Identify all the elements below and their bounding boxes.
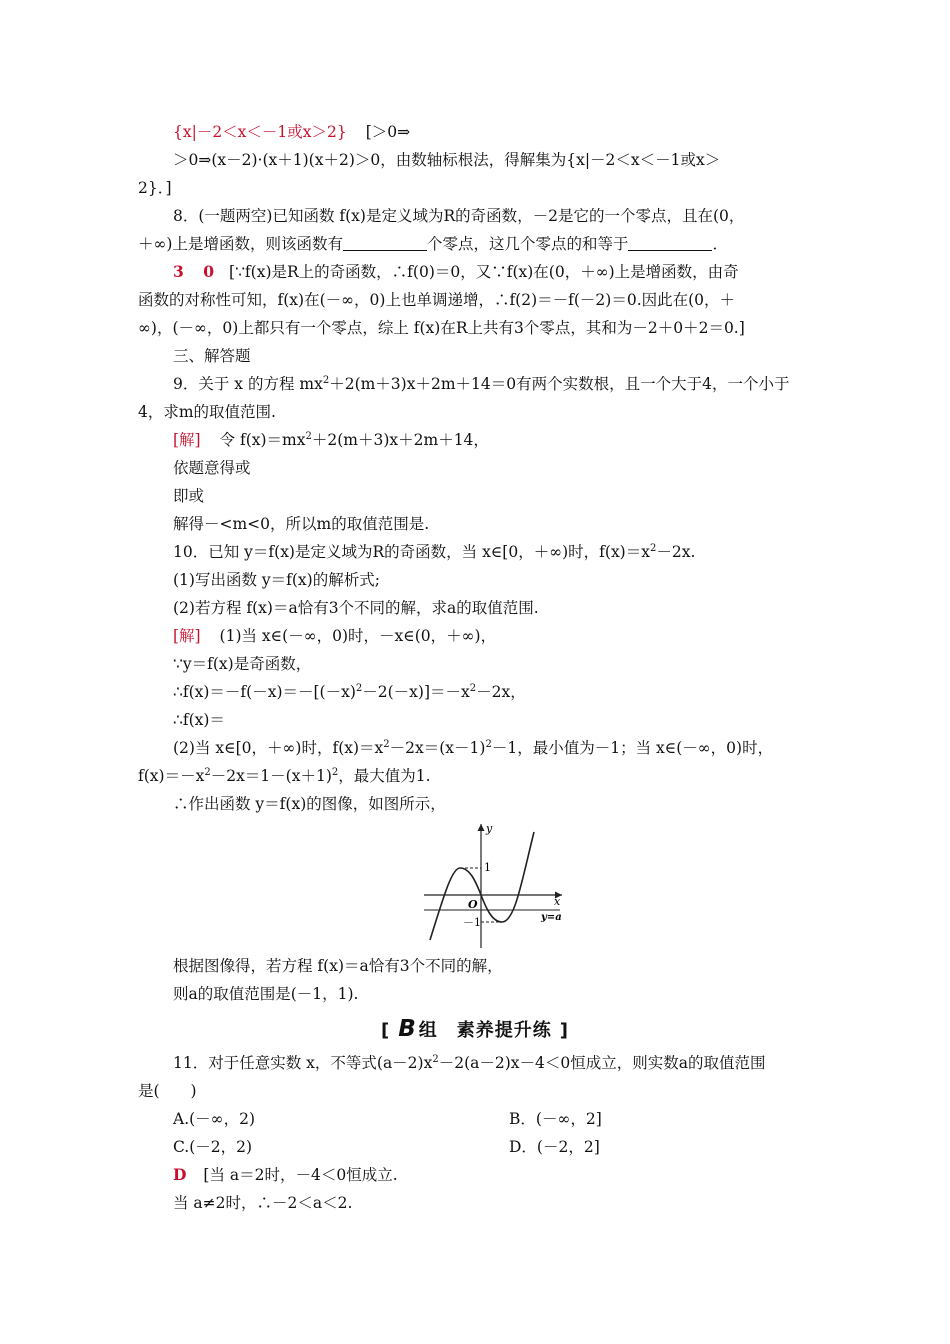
section-bracket-left: [ bbox=[381, 1020, 391, 1041]
q10-solution-line-3 bbox=[173, 681, 526, 703]
q11-stem-line-2: 是( ) bbox=[138, 1082, 197, 1100]
x-axis-label: x bbox=[554, 895, 561, 908]
part3-heading: 三、解答题 bbox=[173, 347, 251, 365]
q10-solution-5-sup-1: 2 bbox=[383, 739, 390, 750]
q10-solution-3b: －2(－x)]＝－x bbox=[362, 683, 470, 701]
q9-stem-superscript: 2 bbox=[322, 375, 330, 386]
function-graph bbox=[420, 820, 570, 950]
q10-stem-line-1 bbox=[173, 541, 695, 563]
q9-solution-text-b: ＋2(m＋3)x＋2m＋14， bbox=[311, 431, 489, 449]
q7-hint-start: [＞0⇒ bbox=[365, 123, 411, 141]
q10-part-2: (2)若方程 f(x)＝a恰有3个不同的解，求a的取值范围. bbox=[173, 599, 539, 617]
q10-solution-line-2: ∵y＝f(x)是奇函数， bbox=[173, 655, 312, 673]
q9-stem-line-2: 4，求m的取值范围. bbox=[138, 403, 276, 421]
q7-explanation-line-2: ＞0⇒(x－2)·(x＋1)(x＋2)＞0，由数轴标根法，得解集为{x|－2＜x＜－1或x＞ bbox=[173, 151, 721, 169]
q8-stem-part-b: 个零点，这几个零点的和等于 bbox=[426, 235, 629, 253]
q8-stem-part-a: ＋∞)上是增函数，则该函数有 bbox=[138, 235, 343, 253]
q9-solution-text-a: 令 f(x)＝mx bbox=[219, 431, 306, 449]
q9-solution-line-4: 解得－<m<0，所以m的取值范围是. bbox=[173, 515, 430, 533]
q8-stem-line-2 bbox=[138, 233, 728, 255]
q7-answer-line bbox=[173, 121, 410, 143]
q11-answer: D bbox=[173, 1165, 189, 1184]
q10-solution-line-7: ∴作出函数 y＝f(x)的图像，如图所示， bbox=[173, 795, 446, 813]
q8-explanation-text-1: [∵f(x)是R上的奇函数，∴f(0)＝0，又∵f(x)在(0，＋∞)上是增函数，由奇 bbox=[229, 263, 739, 281]
q10-solution-5a: (2)当 x∈[0，＋∞)时，f(x)＝x bbox=[173, 739, 384, 757]
q10-solution-6a: f(x)＝－x bbox=[138, 767, 205, 785]
q11-option-a: A.(－∞，2) bbox=[173, 1110, 255, 1128]
q11-explanation-text-1: [当 a＝2时，－4＜0恒成立. bbox=[203, 1166, 398, 1184]
q9-solution-line-2: 依题意得或 bbox=[173, 459, 251, 477]
q11-stem-part-b: －2(a－2)x－4＜0恒成立，则实数a的取值范围 bbox=[438, 1054, 766, 1072]
q10-solution-text-1: (1)当 x∈(－∞，0)时，－x∈(0，＋∞)， bbox=[219, 627, 497, 645]
q9-stem-part-b: ＋2(m＋3)x＋2m＋14＝0有两个实数根，且一个大于4，一个小于 bbox=[329, 375, 790, 393]
function-curve bbox=[430, 832, 534, 940]
q10-stem-part-a: 10．已知 y＝f(x)是定义域为R的奇函数，当 x∈[0，＋∞)时，f(x)＝x bbox=[173, 543, 650, 561]
q10-solution-5b: －2x＝(x－1) bbox=[389, 739, 486, 757]
q10-solution-3c: －2x， bbox=[476, 683, 526, 701]
q9-stem-part-a: 9．关于 x 的方程 mx bbox=[173, 375, 323, 393]
q8-blank-1 bbox=[343, 236, 427, 251]
section-b-letter: B bbox=[398, 1016, 417, 1042]
q11-stem-line-1 bbox=[173, 1052, 765, 1074]
q8-blank-2 bbox=[628, 236, 712, 251]
q10-part-1: (1)写出函数 y＝f(x)的解析式; bbox=[173, 571, 380, 589]
q10-solution-tag: [解] bbox=[173, 627, 201, 645]
q10-solution-line-8: 根据图像得，若方程 f(x)＝a恰有3个不同的解， bbox=[173, 957, 503, 975]
q8-stem-line-1: 8．(一题两空)已知函数 f(x)是定义域为R的奇函数，－2是它的一个零点，且在(0， bbox=[173, 207, 745, 225]
q10-solution-5c: －1，最小值为－1；当 x∈(－∞，0)时， bbox=[491, 739, 774, 757]
q7-answer-set: {x|－2＜x＜－1或x＞2} bbox=[173, 123, 347, 141]
q10-solution-line-5 bbox=[173, 737, 773, 759]
q10-solution-6-sup-1: 2 bbox=[204, 767, 211, 778]
q10-solution-6b: －2x＝1－(x＋1) bbox=[210, 767, 332, 785]
q10-stem-superscript: 2 bbox=[649, 543, 657, 554]
q10-solution-3-sup-2: 2 bbox=[469, 683, 477, 694]
q10-solution-6c: ，最大值为1. bbox=[338, 767, 431, 785]
q9-solution-superscript: 2 bbox=[305, 431, 312, 442]
q9-solution-line-3: 即或 bbox=[173, 487, 205, 505]
origin-label: O bbox=[468, 898, 478, 911]
q7-explanation-line-3: 2}．] bbox=[138, 179, 172, 197]
q11-explanation-line-1 bbox=[173, 1164, 398, 1186]
q10-solution-line-1 bbox=[173, 625, 496, 647]
q10-solution-line-4: ∴f(x)＝ bbox=[173, 711, 225, 729]
q10-solution-line-9: 则a的取值范围是(－1，1). bbox=[173, 985, 359, 1003]
q8-explanation-line-3: ∞)，(－∞，0)上都只有一个零点，综上 f(x)在R上共有3个零点，其和为－2＋0＋2＝0.] bbox=[138, 319, 745, 337]
q10-solution-5-sup-2: 2 bbox=[485, 739, 492, 750]
section-b-heading bbox=[0, 1016, 950, 1042]
y-axis-label: y bbox=[486, 822, 493, 835]
q11-option-c: C.(－2，2) bbox=[173, 1138, 253, 1156]
q8-answer: 3 0 bbox=[173, 262, 217, 281]
q11-explanation-line-2: 当 a≠2时，∴－2＜a＜2. bbox=[173, 1194, 353, 1212]
q8-explanation-line-2: 函数的对称性可知，f(x)在(－∞，0)上也单调递增，∴f(2)＝－f(－2)＝0.因此在(0，＋ bbox=[138, 291, 736, 309]
line-label: y=a bbox=[541, 912, 562, 923]
tick-label-1: 1 bbox=[484, 861, 491, 874]
q9-stem-line-1 bbox=[173, 373, 789, 395]
section-b-title: 组 素养提升练 bbox=[418, 1020, 552, 1041]
q10-solution-3-sup-1: 2 bbox=[355, 683, 363, 694]
q11-stem-part-a: 11．对于任意实数 x，不等式(a－2)x bbox=[173, 1054, 433, 1072]
q8-explanation-line-1 bbox=[173, 261, 739, 283]
q10-stem-part-b: －2x. bbox=[656, 543, 696, 561]
section-bracket-right: ] bbox=[559, 1020, 569, 1041]
q9-solution-tag: [解] bbox=[173, 431, 201, 449]
q10-solution-6-sup-2: 2 bbox=[331, 767, 339, 778]
q11-option-d: D．(－2，2] bbox=[509, 1138, 600, 1156]
q8-stem-part-c: ． bbox=[712, 235, 728, 253]
q10-solution-line-6 bbox=[138, 765, 431, 787]
q11-stem-superscript: 2 bbox=[432, 1054, 439, 1065]
tick-label-neg1: －1 bbox=[463, 916, 481, 929]
q11-option-b: B．(－∞，2] bbox=[509, 1110, 602, 1128]
q10-solution-3a: ∴f(x)＝－f(－x)＝－[(－x) bbox=[173, 683, 356, 701]
q9-solution-line-1 bbox=[173, 429, 489, 451]
